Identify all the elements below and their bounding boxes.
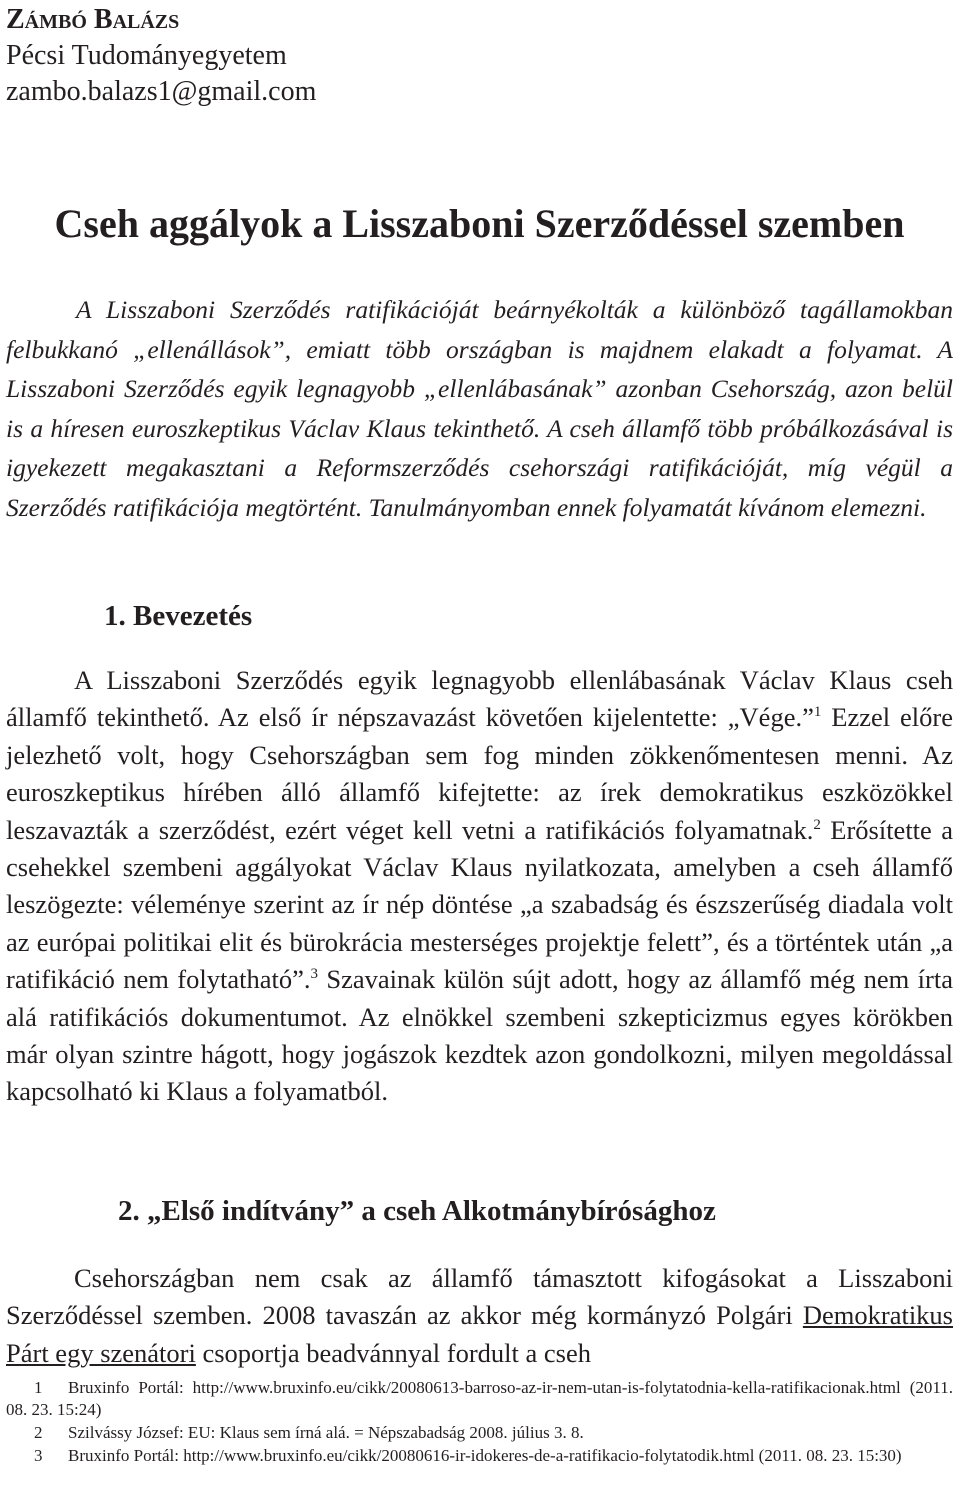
footnote-1 xyxy=(6,1377,953,1421)
footnote-3 xyxy=(6,1445,953,1467)
footnote-ref-1[interactable]: 1 xyxy=(813,704,822,721)
footnote-2 xyxy=(6,1422,953,1444)
paragraph-text: A Lisszaboni Szerződés egyik legnagyobb ellenlábasának Václav Klaus cseh államfő tekinthető. Az első ír népszavazást követően kijelentette: „Vége.” xyxy=(6,665,953,733)
paragraph-text: Szavainak külön sújt adott, hogy az államfő még nem írta alá ratifikációs dokumentumot. Az elnökkel szembeni szkepticizmus egyes körökben már olyan szintre hágott, hogy jogászok kezdtek azon gondolkozni, milyen megoldással kapcsolható ki Klaus a folyamatból. xyxy=(6,964,953,1107)
section-heading-introduction: 1. Bevezetés xyxy=(104,600,253,632)
section2-paragraph xyxy=(6,1260,953,1372)
footnote-number: 1 xyxy=(34,1378,43,1397)
footnote-ref-2[interactable]: 2 xyxy=(813,816,821,833)
author-name: Zámbó Balázs xyxy=(6,4,180,35)
footnote-ref-3[interactable]: 3 xyxy=(310,966,318,983)
footnote-text: Bruxinfo Portál: http://www.bruxinfo.eu/cikk/20080613-barroso-az-ir-nem-utan-is-folytatodnia-kella-ratifikacionak.html (2011. 08. 23. 15:24) xyxy=(6,1378,953,1419)
underlined-text: Demokratikus Párt egy szenátori xyxy=(6,1300,953,1368)
author-affiliation: Pécsi Tudományegyetem xyxy=(6,40,287,71)
section-heading-first-motion: 2. „Első indítvány” a cseh Alkotmánybírósághoz xyxy=(118,1195,716,1227)
paragraph-text: Ezzel előre jelezhető volt, hogy Csehországban sem fog minden zökkenőmentesen menni. Az euroszkeptikus hírében álló államfő kifejtette: az írek demokratikus eszközökkel leszavazták a szerződést, ezért véget kell vetni a ratifikációs folyamatnak. xyxy=(6,702,953,845)
article-title: Cseh aggályok a Lisszaboni Szerződéssel szemben xyxy=(54,201,905,246)
paragraph-text: Erősítette a csehekkel szembeni aggályokat Václav Klaus nyilatkozata, amelyben a cseh államfő leszögezte: véleménye szerint az ír nép döntése „a szabadság és észszerűség diadala volt az európai politikai elit és bürokrácia mesterséges projektje felett”, és a történtek után „a ratifikáció nem folytatható”. xyxy=(6,814,953,995)
footnote-number: 3 xyxy=(34,1446,43,1465)
footnotes xyxy=(6,1377,953,1467)
footnote-number: 2 xyxy=(34,1423,43,1442)
paragraph-text: csoportja beadvánnyal fordult a cseh xyxy=(195,1337,592,1368)
footnote-text: Szilvássy József: EU: Klaus sem írná alá. = Népszabadság 2008. július 3. 8. xyxy=(68,1423,584,1442)
author-block xyxy=(6,0,316,110)
introduction-paragraph xyxy=(6,662,953,1111)
abstract: A Lisszaboni Szerződés ratifikációját beárnyékolták a különböző tagállamokban felbukkanó „ellenállások”, emiatt több országban is majdnem elakadt a folyamat. A Lisszaboni Szerződés egyik legnagyobb „ellenlábasának” azonban Csehország, azon belül is a híresen euroszkeptikus Václav Klaus tekinthető. A cseh államfő több próbálkozásával is igyekezett megakasztani a Reformszerződés csehországi ratifikációját, míg végül a Szerződés ratifikációja megtörtént. Tanulmányomban ennek folyamatát kívánom elemezni. xyxy=(6,295,953,522)
paragraph-text: Csehországban nem csak az államfő támasztott kifogásokat a Lisszaboni Szerződéssel szemben. 2008 tavaszán az akkor még kormányzó Polgári xyxy=(6,1263,953,1331)
author-email: zambo.balazs1@gmail.com xyxy=(6,76,317,107)
footnote-text: Bruxinfo Portál: http://www.bruxinfo.eu/cikk/20080616-ir-idokeres-de-a-ratifikacio-folytatodik.html (2011. 08. 23. 15:30) xyxy=(68,1446,902,1465)
